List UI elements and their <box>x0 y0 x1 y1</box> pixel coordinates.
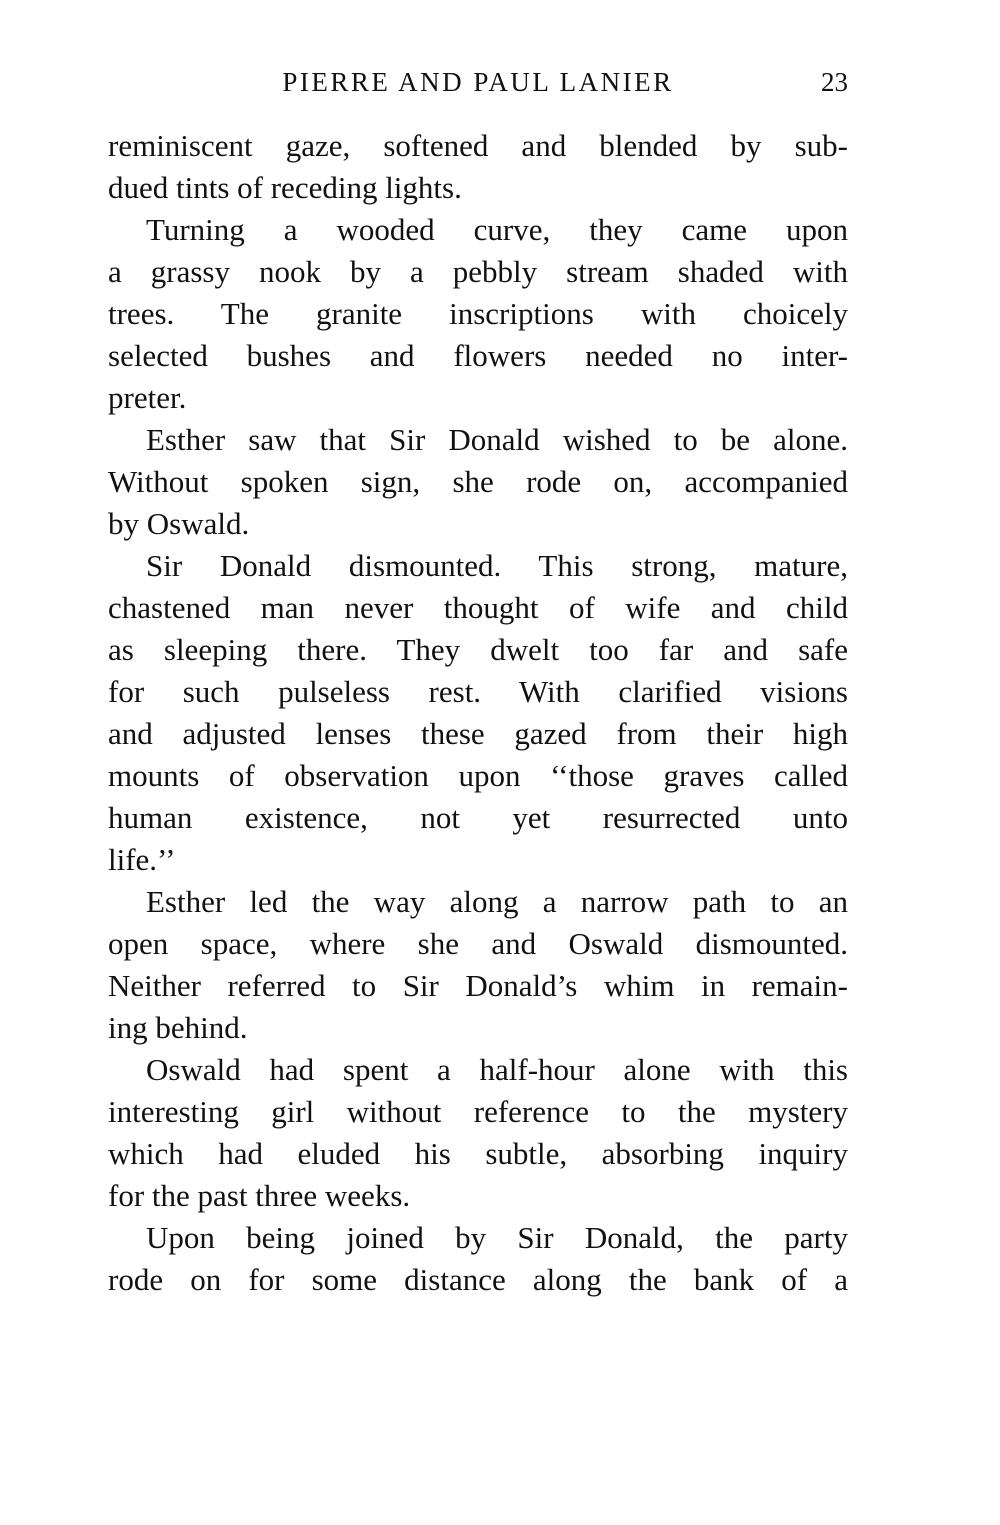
text-line: mounts of observation upon ‘‘those graves called <box>108 758 848 793</box>
text-line: human existence, not yet resurrected unto <box>108 800 848 835</box>
page-number: 23 <box>821 67 848 97</box>
text-line: by Oswald. <box>108 506 250 541</box>
text-line: Oswald had spent a half-hour alone with this <box>146 1052 848 1087</box>
text-line: life.’’ <box>108 842 176 877</box>
text-line: trees. The granite inscriptions with choicely <box>108 296 848 331</box>
text-line: which had eluded his subtle, absorbing inquiry <box>108 1136 848 1171</box>
text-line: Esther led the way along a narrow path to an <box>146 884 848 919</box>
text-line: and adjusted lenses these gazed from their high <box>108 716 848 751</box>
text-line: Neither referred to Sir Donald’s whim in remain- <box>108 968 848 1003</box>
text-line: preter. <box>108 380 187 415</box>
text-line: Esther saw that Sir Donald wished to be alone. <box>146 422 848 457</box>
text-line: dued tints of receding lights. <box>108 170 462 205</box>
text-line: selected bushes and flowers needed no inter- <box>108 338 848 373</box>
text-line: ing behind. <box>108 1010 248 1045</box>
text-line: Turning a wooded curve, they came upon <box>146 212 848 247</box>
text-line: chastened man never thought of wife and child <box>108 590 848 625</box>
text-line: as sleeping there. They dwelt too far and safe <box>108 632 848 667</box>
body-text <box>108 125 848 1301</box>
text-line: interesting girl without reference to the mystery <box>108 1094 848 1129</box>
text-line: reminiscent gaze, softened and blended by sub- <box>108 128 848 163</box>
running-title: PIERRE AND PAUL LANIER <box>282 67 674 97</box>
text-line: Sir Donald dismounted. This strong, mature, <box>146 548 848 583</box>
text-line: open space, where she and Oswald dismounted. <box>108 926 848 961</box>
text-line: Without spoken sign, she rode on, accompanied <box>108 464 848 499</box>
text-line: for such pulseless rest. With clarified visions <box>108 674 848 709</box>
running-head <box>108 62 848 102</box>
text-line: Upon being joined by Sir Donald, the party <box>146 1220 848 1255</box>
text-line: a grassy nook by a pebbly stream shaded with <box>108 254 848 289</box>
text-line: for the past three weeks. <box>108 1178 411 1213</box>
text-line: rode on for some distance along the bank of a <box>108 1262 848 1297</box>
